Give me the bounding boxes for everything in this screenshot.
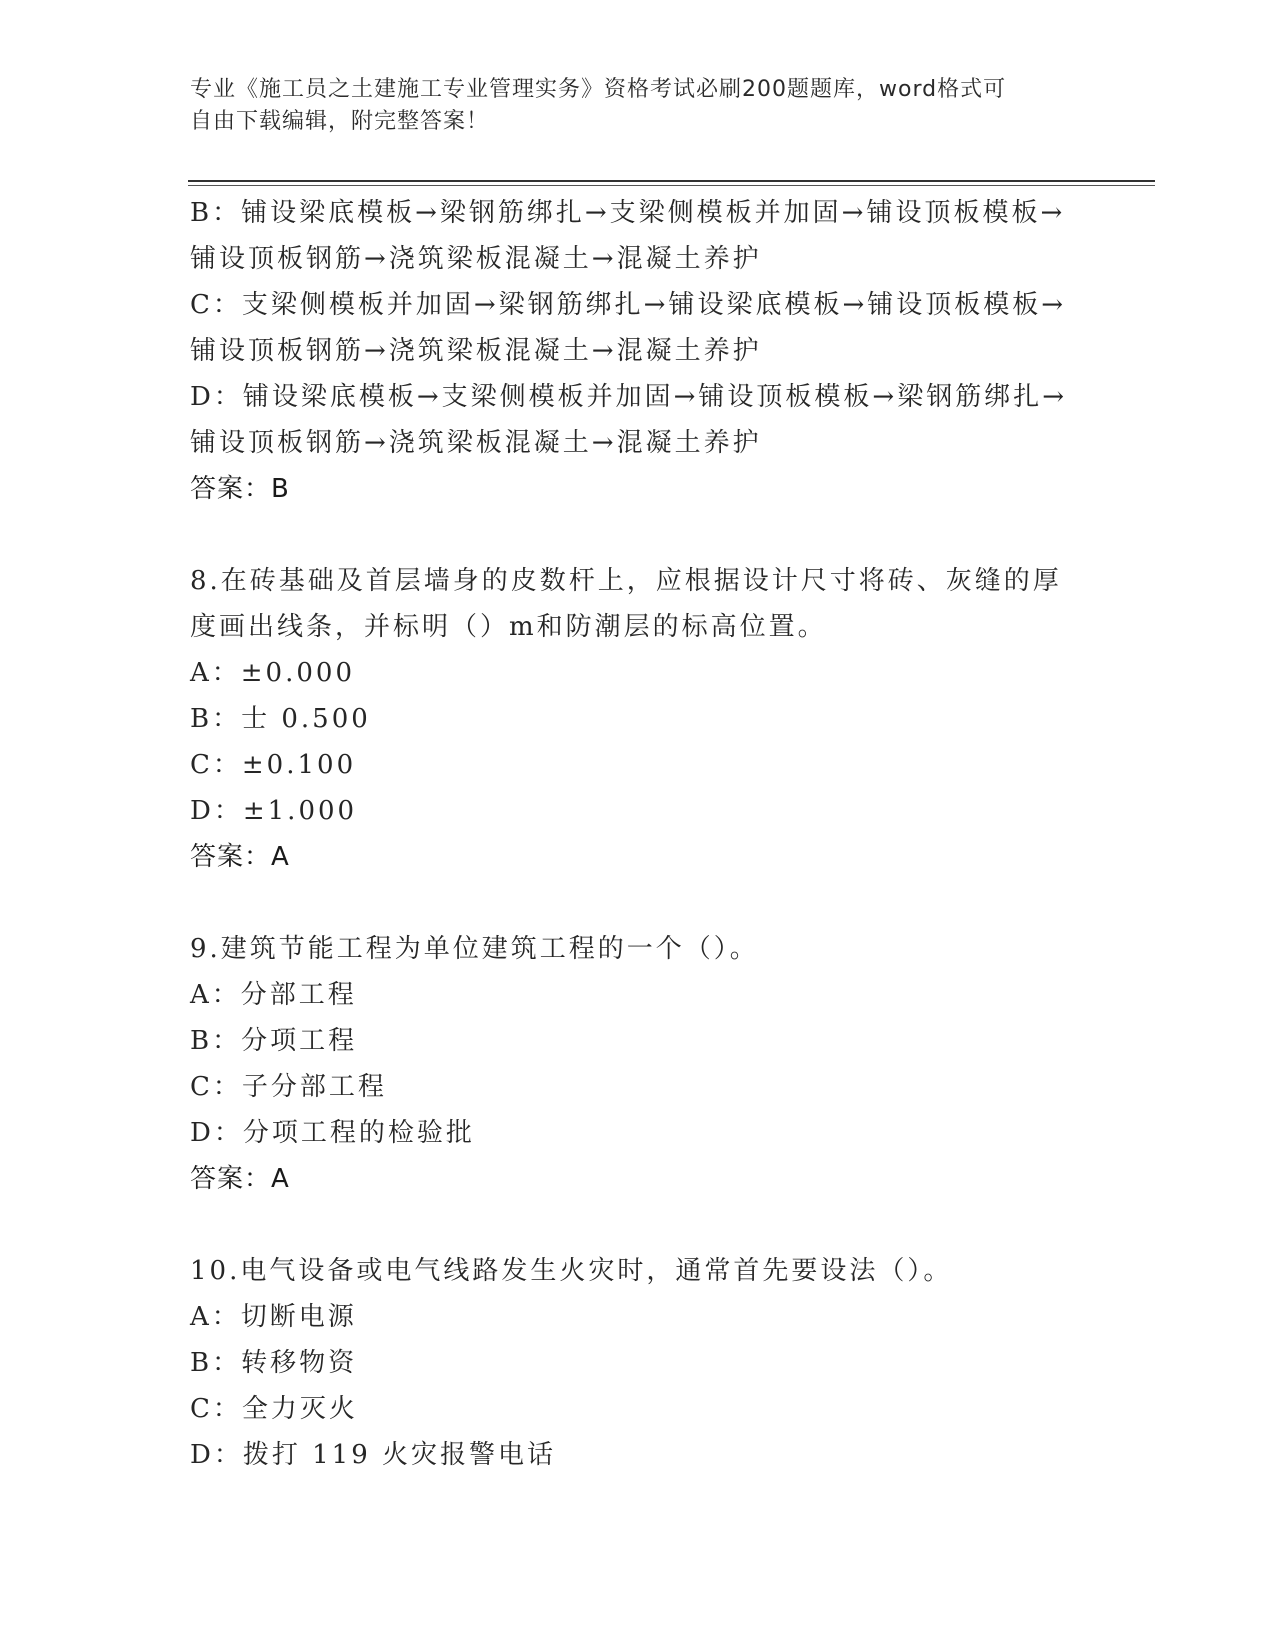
question-stem: 8.在砖基础及首层墙身的皮数杆上，应根据设计尺寸将砖、灰缝的厚 <box>190 566 1062 596</box>
answer-line: 答案：B <box>190 474 290 504</box>
question-stem: 10.电气设备或电气线路发生火灾时，通常首先要设法（）。 <box>190 1256 953 1286</box>
question-stem: 9.建筑节能工程为单位建筑工程的一个（）。 <box>190 934 759 964</box>
option-d: D：±1.000 <box>190 796 358 826</box>
question-10 <box>190 1248 1090 1478</box>
question-8 <box>190 558 1090 880</box>
option-line: B：铺设梁底模板→梁钢筋绑扎→支梁侧模板并加固→铺设顶板模板→ <box>190 198 1066 228</box>
option-line: D：铺设梁底模板→支梁侧模板并加固→铺设顶板模板→梁钢筋绑扎→ <box>190 382 1067 412</box>
spacer <box>190 1202 1090 1248</box>
header-divider-thin <box>188 185 1155 186</box>
spacer <box>190 880 1090 926</box>
option-d: D：分项工程的检验批 <box>190 1118 475 1148</box>
option-d: D：拨打 119 火灾报警电话 <box>190 1440 557 1470</box>
header-line-2: 自由下载编辑，附完整答案！ <box>190 109 490 134</box>
option-line: 铺设顶板钢筋→浇筑梁板混凝土→混凝土养护 <box>190 336 762 366</box>
option-c: C：±0.100 <box>190 750 357 780</box>
option-b: B：分项工程 <box>190 1026 358 1056</box>
option-a: A：切断电源 <box>190 1302 357 1332</box>
document-body <box>190 190 1090 1478</box>
answer-line: 答案：A <box>190 1164 290 1194</box>
option-b: B：转移物资 <box>190 1348 358 1378</box>
option-line: C：支梁侧模板并加固→梁钢筋绑扎→铺设梁底模板→铺设顶板模板→ <box>190 290 1067 320</box>
header-line-1: 专业《施工员之土建施工专业管理实务》资格考试必刷200题题库，word格式可 <box>190 77 1007 102</box>
option-a: A：分部工程 <box>190 980 357 1010</box>
option-a: A：±0.000 <box>190 658 355 688</box>
question-stem: 度画出线条，并标明（）m和防潮层的标高位置。 <box>190 612 827 642</box>
header-divider-thick <box>188 180 1155 182</box>
option-c: C：子分部工程 <box>190 1072 387 1102</box>
question-7-continued <box>190 190 1090 512</box>
option-b: B：士 0.500 <box>190 704 371 734</box>
answer-line: 答案：A <box>190 842 290 872</box>
question-9 <box>190 926 1090 1202</box>
option-c: C：全力灭火 <box>190 1394 358 1424</box>
spacer <box>190 512 1090 558</box>
option-line: 铺设顶板钢筋→浇筑梁板混凝土→混凝土养护 <box>190 244 762 274</box>
document-header <box>190 74 1070 138</box>
option-line: 铺设顶板钢筋→浇筑梁板混凝土→混凝土养护 <box>190 428 762 458</box>
